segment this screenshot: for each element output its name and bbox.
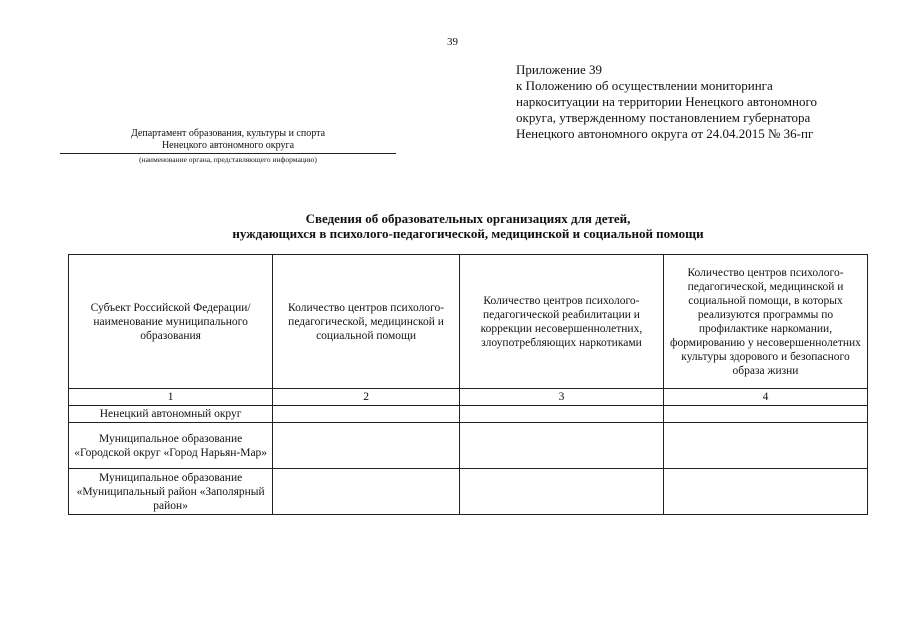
heading-line: Сведения об образовательных организациях для детей, bbox=[305, 211, 631, 226]
row-label: Муниципальное образование «Городской округ «Город Нарьян-Мар» bbox=[69, 423, 273, 469]
table-header-cell: Количество центров психолого-педагогической, медицинской и социальной помощи bbox=[273, 255, 460, 389]
appendix-block bbox=[516, 62, 886, 142]
row-label: Муниципальное образование «Муниципальный район «Заполярный район» bbox=[69, 469, 273, 515]
document-heading bbox=[60, 211, 876, 241]
appendix-line: Ненецкого автономного округа от 24.04.2015 № 36-пг bbox=[516, 126, 814, 141]
table-cell bbox=[663, 469, 867, 515]
data-table bbox=[68, 254, 868, 515]
table-cell bbox=[459, 469, 663, 515]
column-number: 2 bbox=[273, 389, 460, 406]
table-row bbox=[69, 406, 868, 423]
row-label: Ненецкий автономный округ bbox=[69, 406, 273, 423]
column-number: 3 bbox=[459, 389, 663, 406]
table-cell bbox=[459, 423, 663, 469]
department-name: Департамент образования, культуры и спорта bbox=[130, 128, 326, 139]
appendix-line: Приложение 39 bbox=[516, 62, 603, 77]
appendix-line: к Положению об осуществлении мониторинга bbox=[516, 78, 773, 93]
table-header-cell: Субъект Российской Федерации/ наименование муниципального образования bbox=[69, 255, 273, 389]
department-name-region: Ненецкого автономного округа bbox=[161, 140, 295, 151]
department-block bbox=[60, 128, 396, 164]
appendix-line: округа, утвержденному постановлением губернатора bbox=[516, 110, 811, 125]
table-header-cell: Количество центров психолого-педагогической, медицинской и социальной помощи, в которых реализуются программы по профилактике наркомании, формированию у несовершеннолетних культуры здорового и безопасного образа жизни bbox=[663, 255, 867, 389]
appendix-line: наркоситуации на территории Ненецкого автономного bbox=[516, 94, 817, 109]
table-cell bbox=[273, 469, 460, 515]
heading-line: нуждающихся в психолого-педагогической, медицинской и социальной помощи bbox=[232, 226, 704, 241]
column-number: 1 bbox=[69, 389, 273, 406]
table-row bbox=[69, 423, 868, 469]
table-cell bbox=[273, 406, 460, 423]
column-number-row bbox=[69, 389, 868, 406]
table-cell bbox=[273, 423, 460, 469]
table-header-row bbox=[69, 255, 868, 389]
column-number: 4 bbox=[663, 389, 867, 406]
table-header-cell: Количество центров психолого-педагогической реабилитации и коррекции несовершеннолетних, злоупотребляющих наркотиками bbox=[459, 255, 663, 389]
table-cell bbox=[459, 406, 663, 423]
table-row bbox=[69, 469, 868, 515]
department-caption: (наименование органа, представляющего информацию) bbox=[60, 153, 396, 164]
page-number: 39 bbox=[447, 36, 458, 48]
table-cell bbox=[663, 406, 867, 423]
table-cell bbox=[663, 423, 867, 469]
